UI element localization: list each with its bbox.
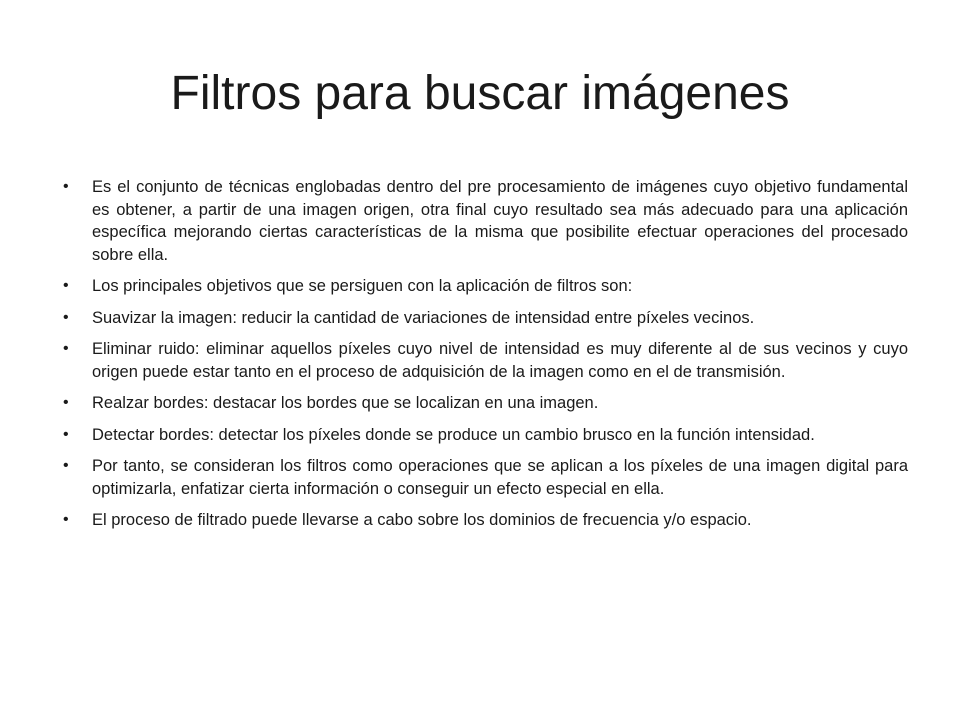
bullet-marker: • [63,394,69,411]
bullet-item [63,392,908,415]
bullet-item [63,424,908,447]
bullet-item [63,509,908,532]
bullet-text: Por tanto, se consideran los filtros como operaciones que se aplican a los píxeles de una imagen digital para optimizarla, enfatizar cierta información o conseguir un efecto especial en ella. [92,457,908,498]
bullet-item [63,338,908,383]
bullet-marker: • [63,277,69,294]
bullet-marker: • [63,511,69,528]
bullet-text: Suavizar la imagen: reducir la cantidad de variaciones de intensidad entre píxeles vecinos. [92,308,755,327]
bullet-item [63,176,908,266]
bullet-marker: • [63,457,69,474]
bullet-list [63,176,908,541]
bullet-text: Los principales objetivos que se persiguen con la aplicación de filtros son: [92,277,633,295]
bullet-marker: • [63,178,69,195]
bullet-text: Eliminar ruido: eliminar aquellos píxeles cuyo nivel de intensidad es muy diferente al de sus vecinos y cuyo origen puede estar tanto en el proceso de adquisición de la imagen como en el de transmisión. [92,340,908,381]
bullet-text: Realzar bordes: destacar los bordes que se localizan en una imagen. [92,394,599,412]
bullet-marker: • [63,425,69,443]
bullet-text: Detectar bordes: detectar los píxeles donde se produce un cambio brusco en la función intensidad. [92,425,815,444]
bullet-marker: • [63,308,69,326]
bullet-item [63,455,908,500]
bullet-text: El proceso de filtrado puede llevarse a cabo sobre los dominios de frecuencia y/o espacio. [92,511,752,529]
bullet-text: Es el conjunto de técnicas englobadas dentro del pre procesamiento de imágenes cuyo objetivo fundamental es obtener, a partir de una imagen origen, otra final cuyo resultado sea más adecuado para una aplicación específica mejorando ciertas características de la misma que posibilite efectuar operaciones del procesado sobre ella. [92,178,908,264]
bullet-item [63,307,908,330]
slide-title: Filtros para buscar imágenes [170,67,790,120]
bullet-marker: • [63,340,69,357]
bullet-item [63,275,908,298]
